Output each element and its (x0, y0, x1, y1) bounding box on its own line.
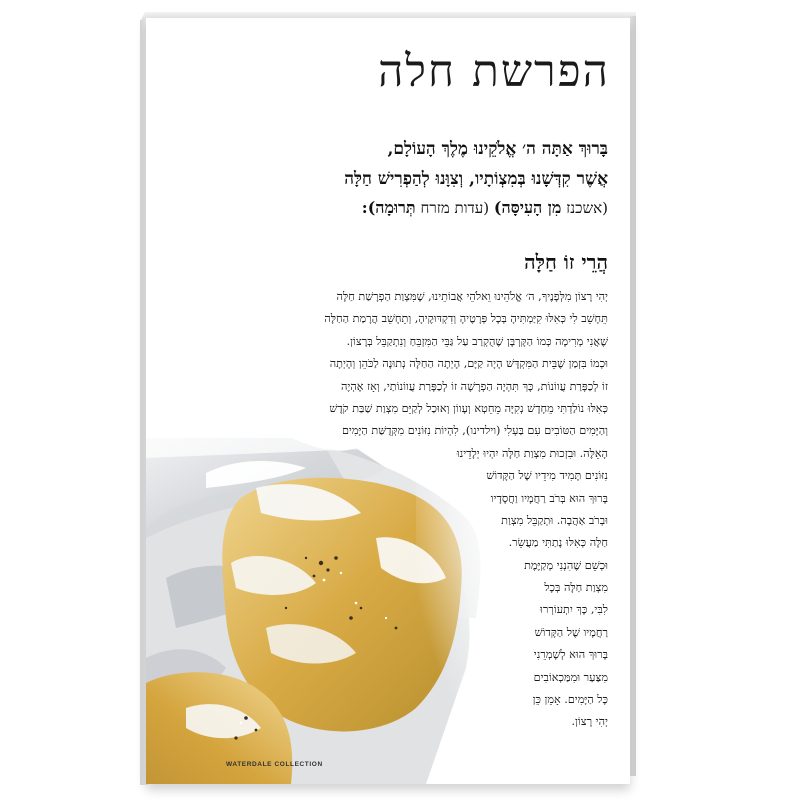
prayer-line: וּבְרֹב אַהֲבָה. וּתְקַבֵּל מִצְוַת (501, 513, 608, 527)
prayer-line: לִבִּי, כָּךְ יִתְעוֹרְרוּ (540, 603, 608, 617)
prayer-line: כָּל הַיָּמִים. אָמֵן כֵּן (532, 693, 608, 707)
prayer-line: זוֹ לְכַפָּרַת עֲווֹנוֹת, כָּךְ תִּהְיֶה הַפְרָשָׁה זוֹ לְכַפָּרַת עֲווֹנוֹתַי, וְאָז אֶהְיֶה (340, 379, 608, 393)
blessing-block (188, 134, 608, 222)
prayer-line: הָאֵלֶּה. וּבִזְכוּת מִצְוַת חַלָּה יִהְיוּ יְלָדֵינוּ (456, 446, 608, 460)
ashkenaz-note: (אשכנז (566, 199, 608, 217)
prayer-text (168, 286, 608, 734)
custom-note-line (188, 194, 608, 222)
blessing-line: אֲשֶׁר קִדְּשָׁנוּ בְּמִצְוֹתָיו, וְצִוָּנוּ לְהַפְרִישׁ חַלָּה (344, 169, 608, 189)
edot-note: (עדות מזרח (420, 199, 490, 217)
harei-zo-challah-heading: הֲרֵי זוֹ חַלָּה (524, 250, 608, 274)
prayer-line: מִצְוַת חַלָּה בְּכָל (544, 581, 608, 595)
prayer-line: יְהִי רָצוֹן. (571, 715, 608, 729)
prayer-line: תֵּחָשֵׁב לִי כְּאִלּוּ קִיַּמְתִּיהָ בְּכָל פְּרָטֶיהָ וְדִקְדּוּקֶיהָ, וְתֵחָשֵׁב הֲרָמַת הַחַלָּה (324, 312, 608, 326)
prayer-line: וְהַיָּמִים הַטּוֹבִים עִם בַּעְלִי (וילדינו), לִהְיוֹת נִזּוֹנִים מִקְּדֻשַּׁת הַיָּמִים (341, 424, 608, 438)
prayer-line: וּכְמוֹ בִּזְמַן שֶׁבֵּית הַמִּקְדָּשׁ הָיָה קַיָּם, הָיְתָה הַחַלָּה נְתוּנָה לַכֹּהֵן וְהָיְתָה (329, 357, 608, 371)
prayer-line: נִזּוֹנִים תָּמִיד מִידֵיו שֶׁל הַקָּדוֹשׁ (486, 469, 608, 483)
edot-word: תְּרוּמָה): (361, 198, 416, 217)
prayer-line: יְהִי רָצוֹן מִלְּפָנֶיךָ, ה׳ אֱלֹהֵינוּ וֵאלֹהֵי אֲבוֹתֵינוּ, שֶׁמִּצְוַת הַפְרָשַׁת חַלָּה (336, 290, 608, 303)
prayer-line: שֶׁאֲנִי מְרִימָה כְּמוֹ הַקָּרְבָּן שֶׁהֻקְרַב עַל גַּבֵּי הַמִּזְבֵּחַ וְנִתְקַבֵּל בְּרָצוֹן. (346, 334, 608, 348)
prayer-line: בָּרוּךְ הוּא לְשָׁמְרֵנִי (533, 648, 608, 662)
ashkenaz-word: מִן הָעִיסָּה) (493, 198, 562, 217)
poster-title: הפרשת חלה (378, 46, 610, 97)
prayer-line: וּכְשֵׁם שֶׁהִנְנִי מְקַיֶּמֶת (524, 558, 608, 572)
prayer-line: בָּרוּךְ הוּא בְּרֹב רַחֲמָיו וַחֲסָדָיו (490, 491, 608, 505)
canvas-print (146, 18, 630, 784)
blessing-line: בָּרוּךְ אַתָּה ה׳ אֱלֹקֵינוּ מֶלֶךְ הָעוֹלָם, (387, 139, 608, 159)
prayer-line: חַלָּה כְּאִלּוּ נָתַתִּי מַעֲשֵׂר. (508, 536, 608, 550)
prayer-line: רַחֲמָיו שֶׁל הַקָּדוֹשׁ (534, 625, 608, 639)
brand-label: WATERDALE COLLECTION (226, 761, 323, 768)
prayer-line: כְּאִלּוּ נוֹלַדְתִּי מֵחָדָשׁ נְקִיָּה מֵחֵטְא וְעָווֹן וְאוּכַל לְקַיֵּם מִצְוַת שַׁבַּת קֹדֶשׁ (329, 401, 608, 415)
prayer-line: מִצַּעַר וּמִמַּכְאוֹבִים (533, 670, 608, 684)
